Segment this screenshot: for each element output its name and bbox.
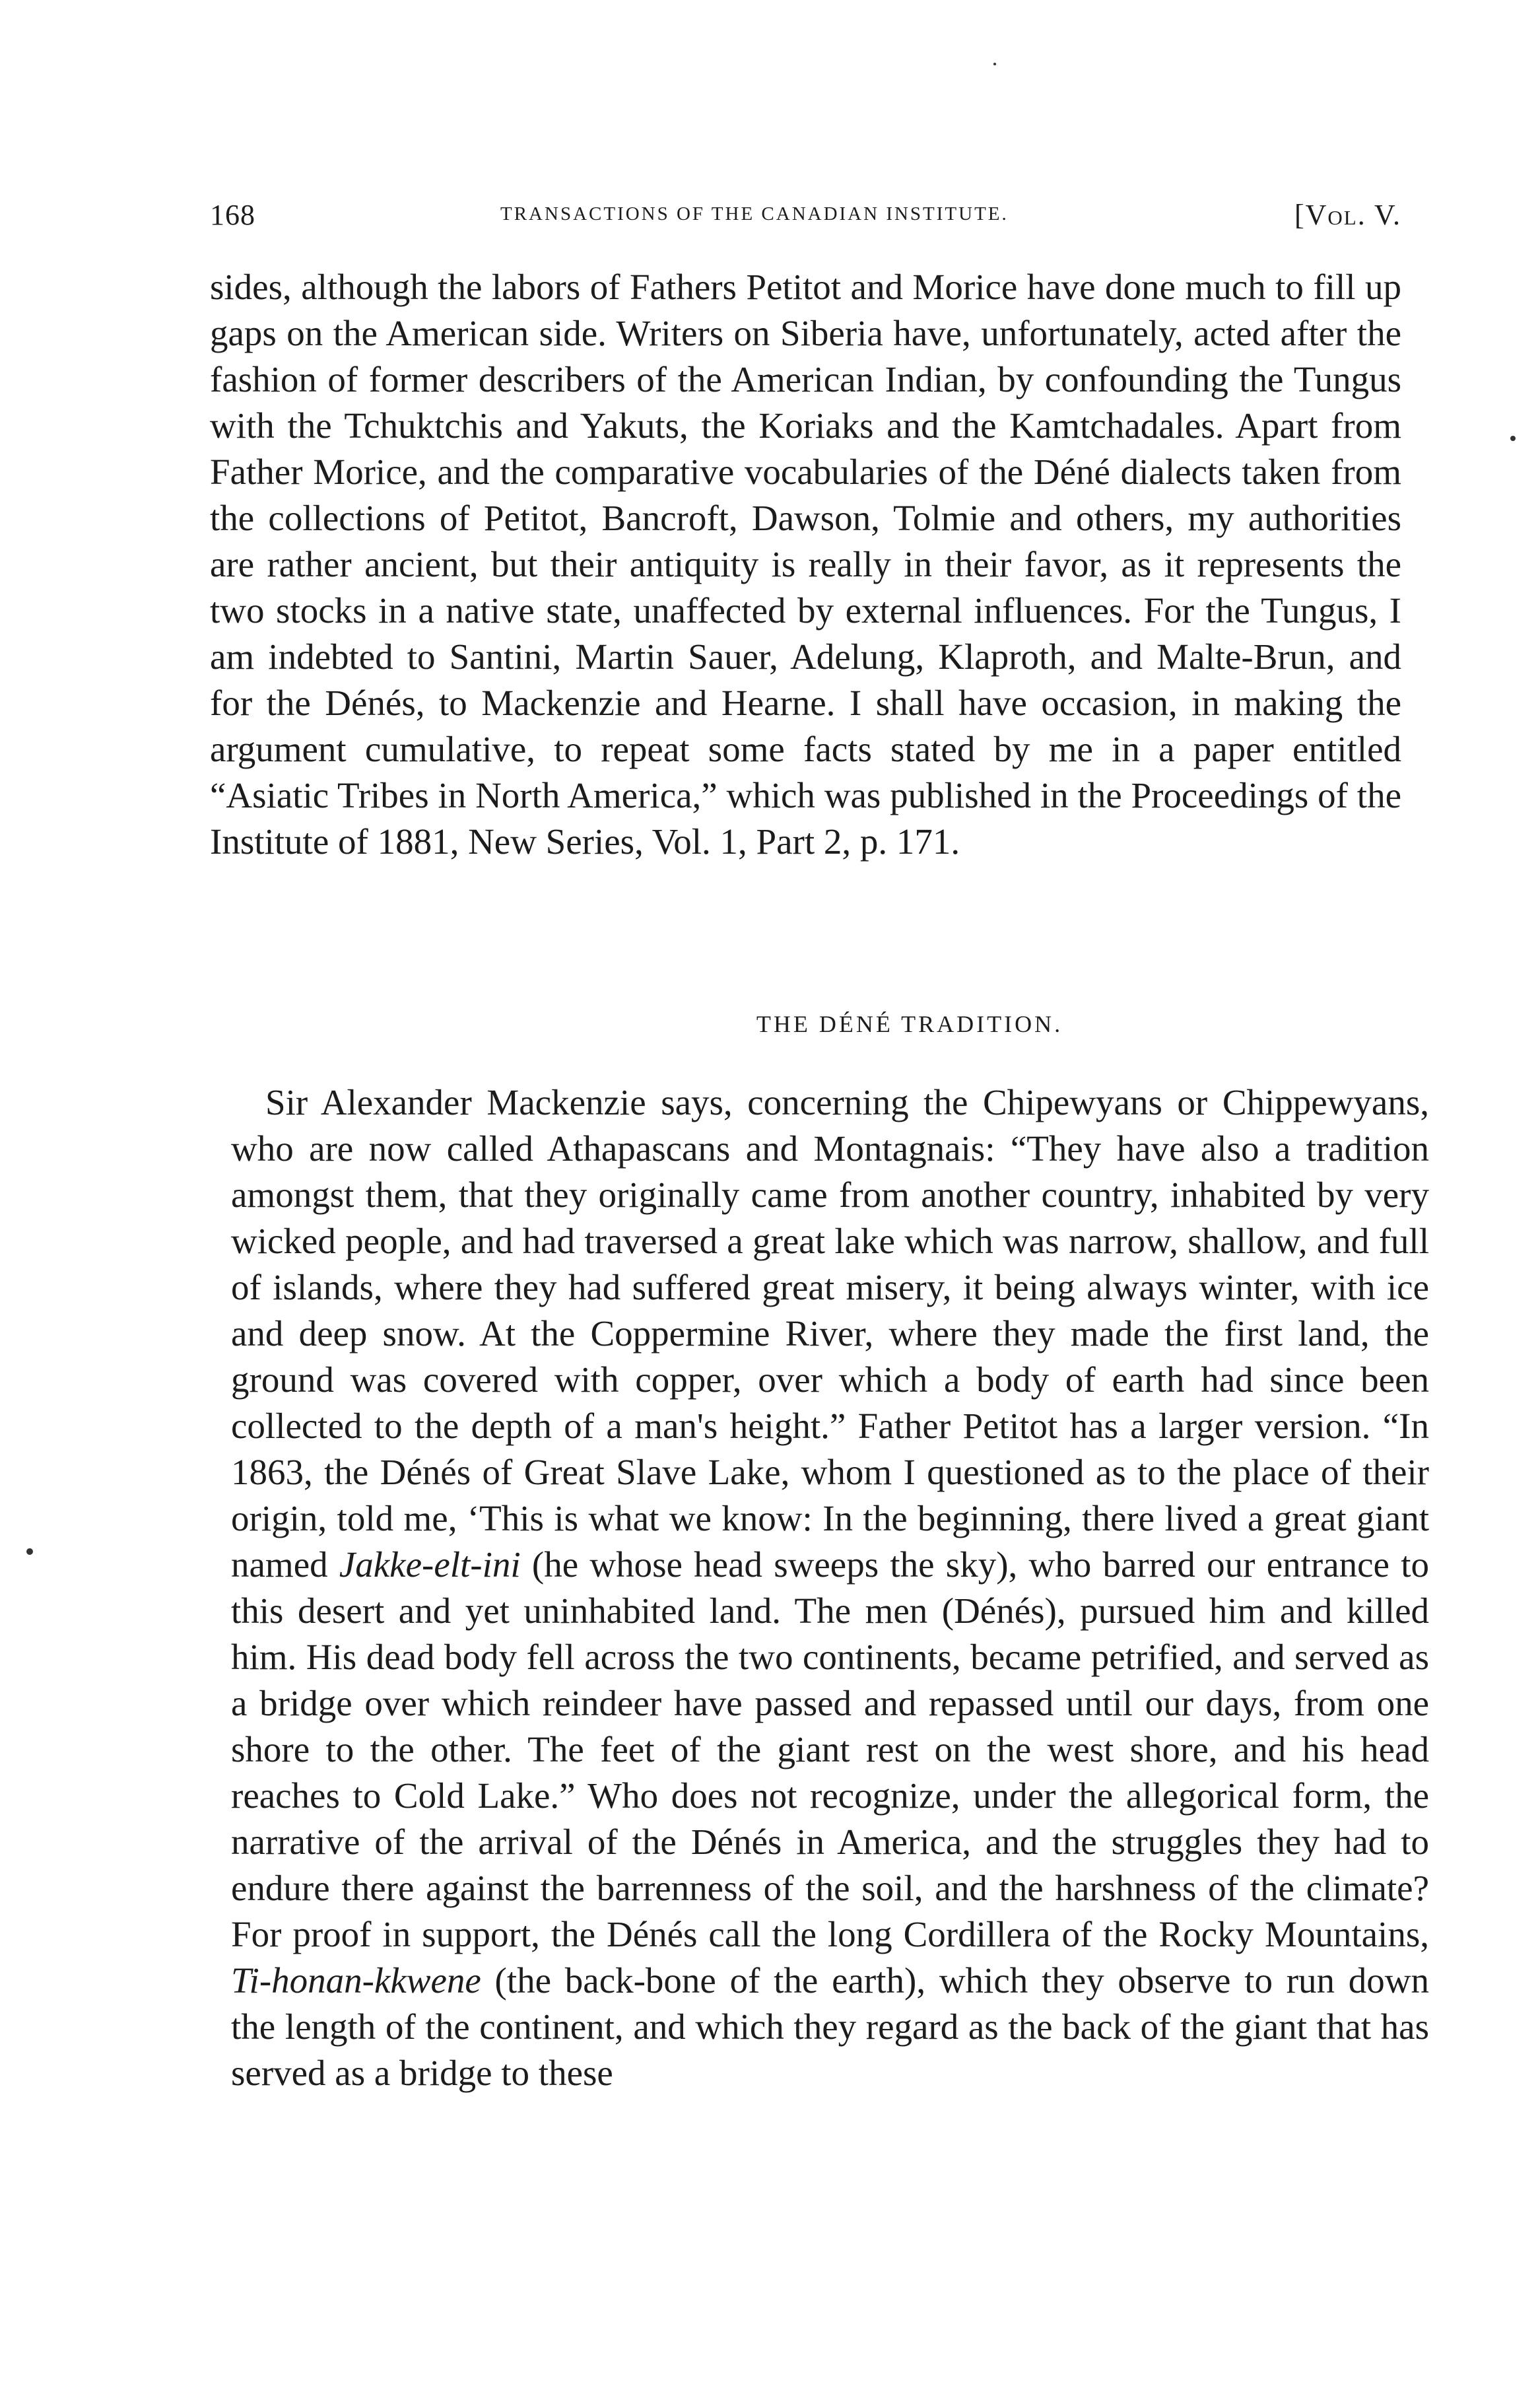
scan-speck (26, 1548, 33, 1555)
page-number: 168 (210, 199, 255, 231)
running-head (210, 198, 1401, 238)
giant-name-italic: Jakke-elt-ini (339, 1544, 521, 1585)
scan-speck (1510, 436, 1516, 441)
scan-speck (993, 63, 996, 65)
mountain-name-italic: Ti-honan-kkwene (231, 1960, 481, 2001)
paragraph-2-text-b: (he whose head sweeps the sky), who barred our entrance to this desert and yet uninhabited land. The men (Dénés), pursued him and killed him. His dead body fell across the two continents, became petrified, and served as a bridge over which reindeer have passed and repassed until our days, from one shore to the other. The feet of the giant rest on the west shore, and his head reaches to Cold Lake.” Who does not recognize, under the allegorical form, the narrative of the arrival of the Dénés in America, and the struggles they had to endure there against the barrenness of the soil, and the harshness of the climate? For proof in support, the Dénés call the long Cordillera of the Rocky Mountains, (231, 1544, 1430, 1954)
volume-label: [Vol. V. (1294, 199, 1401, 231)
section-heading: THE DÉNÉ TRADITION. (756, 1011, 1063, 1037)
journal-title: TRANSACTIONS OF THE CANADIAN INSTITUTE. (500, 203, 1009, 224)
body-paragraph-1: sides, although the labors of Fathers Petitot and Morice have done much to fill up gaps on the American side. Writers on Siberia have, unfortunately, acted after the fashion of former describers of the American Indian, by confounding the Tungus with the Tchuktchis and Yakuts, the Koriaks and the Kamtchadales. Apart from Father Morice, and the comparative vocabularies of the Déné dialects taken from the collections of Petitot, Bancroft, Dawson, Tolmie and others, my authorities are rather ancient, but their antiquity is really in their favor, as it represents the two stocks in a native state, unaffected by external influences. For the Tungus, I am indebted to Santini, Martin Sauer, Adelung, Klaproth, and Malte-Brun, and for the Dénés, to Mackenzie and Hearne. I shall have occasion, in making the argument cumulative, to repeat some facts stated by me in a paper entitled “Asiatic Tribes in North America,” which was published in the Proceedings of the Institute of 1881, New Series, Vol. 1, Part 2, p. 171. (210, 267, 1401, 862)
paragraph-2-text-c: (the back-bone of the earth), which they observe to run down the length of the continent, and which they regard as the back of the giant that has served as a bridge to these (231, 1960, 1429, 2093)
paragraph-2-text-a: Sir Alexander Mackenzie says, concerning the Chipewyans or Chippewyans, who are now called Athapascans and Montagnais: “They have also a tradition amongst them, that they originally came from another country, inhabited by very wicked people, and had traversed a great lake which was narrow, shallow, and full of islands, where they had suffered great misery, it being always winter, with ice and deep snow. At the Coppermine River, where they made the first land, the ground was covered with copper, over which a body of earth had since been collected to the depth of a man's height.” Father Petitot has a larger version. “In 1863, the Dénés of Great Slave Lake, whom I questioned as to the place of their origin, told me, ‘This is what we know: In the beginning, there lived a great giant named (231, 1082, 1429, 1585)
body-paragraph-2 (231, 1079, 1429, 2096)
